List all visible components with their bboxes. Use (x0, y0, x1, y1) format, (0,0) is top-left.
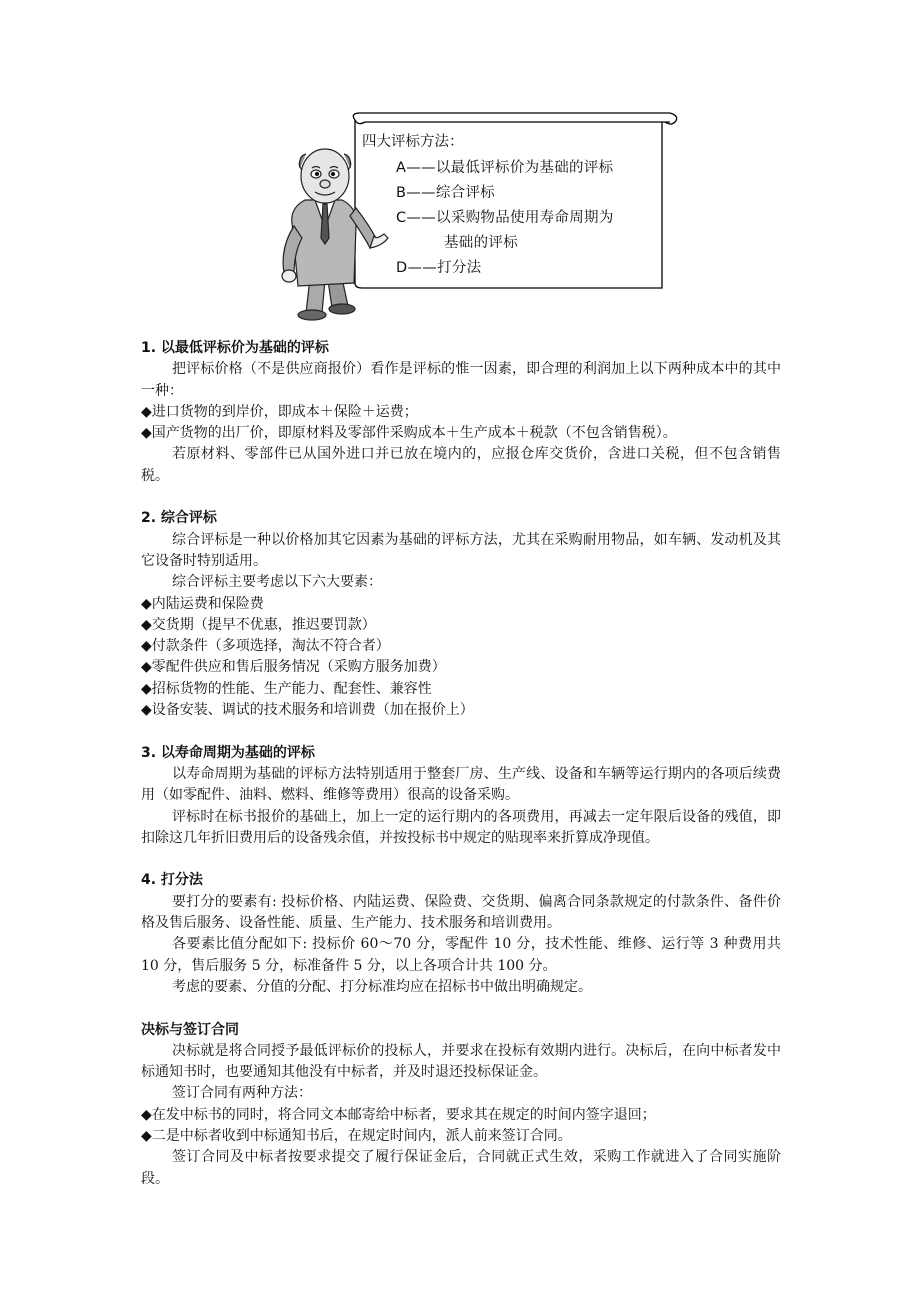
bullet-item: ◆进口货物的到岸价，即成本＋保险＋运费； (141, 403, 418, 420)
document-body (141, 338, 781, 1190)
callout-item-d: D——打分法 (396, 260, 482, 276)
paragraph: 签订合同有两种方法： (172, 1085, 312, 1102)
bullet-item: ◆交货期（提早不优惠，推迟要罚款） (141, 616, 376, 633)
paragraph: 决标就是将合同授予最低评标价的投标人，并要求在投标有效期内进行。决标后，在向中标者发中标通知书时，也要通知其他没有中标者，并及时退还投标保证金。 (141, 1042, 781, 1081)
paragraph: 考虑的要素、分值的分配、打分标准均应在招标书中做出明确规定。 (172, 978, 592, 995)
section-heading: 2. 综合评标 (141, 510, 217, 527)
callout-title: 四大评标方法： (362, 134, 464, 150)
spacer (141, 849, 781, 870)
bullet-item: ◆二是中标者收到中标通知书后，在规定时间内，派人前来签订合同。 (141, 1127, 572, 1144)
paragraph: 各要素比值分配如下: 投标价 60～70 分，零配件 10 分，技术性能、维修、运行等 3 种费用共 10 分，售后服务 5 分，标准备件 5 分，以上各项合计共 100 分。 (141, 936, 781, 974)
section-3 (141, 743, 781, 849)
section-heading: 3. 以寿命周期为基础的评标 (141, 744, 315, 761)
bullet-item: ◆设备安装、调试的技术服务和培训费（加在报价上） (141, 702, 474, 719)
section-5 (141, 1020, 781, 1190)
spacer (141, 487, 781, 508)
paragraph: 要打分的要素有: 投标价格、内陆运费、保险费、交货期、偏离合同条款规定的付款条件、备件价格及售后服务、设备性能、质量、生产能力、技术服务和培训费用。 (141, 893, 781, 932)
spacer (141, 721, 781, 742)
section-heading: 决标与签订合同 (141, 1021, 239, 1038)
section-4 (141, 870, 781, 998)
paragraph: 评标时在标书报价的基础上，加上一定的运行期内的各项费用，再减去一定年限后设备的残值，即扣除这几年折旧费用后的设备残余值，并按投标书中规定的贴现率来折算成净现值。 (141, 808, 781, 846)
bullet-item: ◆付款条件（多项选择，淘汰不符合者） (141, 638, 390, 655)
section-heading: 1. 以最低评标价为基础的评标 (141, 340, 329, 356)
paragraph: 以寿命周期为基础的评标方法特别适用于整套厂房、生产线、设备和车辆等运行期内的各项后续费用（如零配件、油料、燃料、维修等费用）很高的设备采购。 (141, 765, 781, 804)
section-heading: 4. 打分法 (141, 872, 203, 889)
section-1 (141, 338, 781, 487)
callout-item-a: A——以最低评标价为基础的评标 (396, 160, 614, 176)
bullet-item: ◆国产货物的出厂价，即原材料及零部件采购成本＋生产成本＋税款（不包含销售税）。 (141, 425, 677, 442)
paragraph: 签订合同及中标者按要求提交了履行保证金后，合同就正式生效，采购工作就进入了合同实施阶段。 (141, 1149, 781, 1187)
paragraph: 综合评标是一种以价格加其它因素为基础的评标方法，尤其在采购耐用物品，如车辆、发动机及其它设备时特别适用。 (141, 531, 781, 569)
paragraph: 综合评标主要考虑以下六大要素： (172, 574, 382, 591)
section-2 (141, 508, 781, 721)
callout-item-c-cont: 基础的评标 (444, 235, 518, 251)
bullet-item: ◆招标货物的性能、生产能力、配套性、兼容性 (141, 680, 432, 697)
paragraph: 若原材料、零部件已从国外进口并已放在境内的，应报仓库交货价，含进口关税，但不包含销售税。 (141, 446, 781, 484)
spacer (141, 998, 781, 1019)
bullet-item: ◆零配件供应和售后服务情况（采购方服务加费） (141, 659, 446, 676)
callout-item-b: B——综合评标 (396, 185, 496, 201)
bullet-item: ◆内陆运费和保险费 (141, 595, 264, 612)
bullet-item: ◆在发中标书的同时，将合同文本邮寄给中标者，要求其在规定的时间内签字退回； (141, 1106, 656, 1123)
callout-item-c: C——以采购物品使用寿命周期为 (396, 210, 614, 226)
paragraph: 把评标价格（不是供应商报价）看作是评标的惟一因素，即合理的利润加上以下两种成本中的其中一种： (141, 361, 781, 399)
